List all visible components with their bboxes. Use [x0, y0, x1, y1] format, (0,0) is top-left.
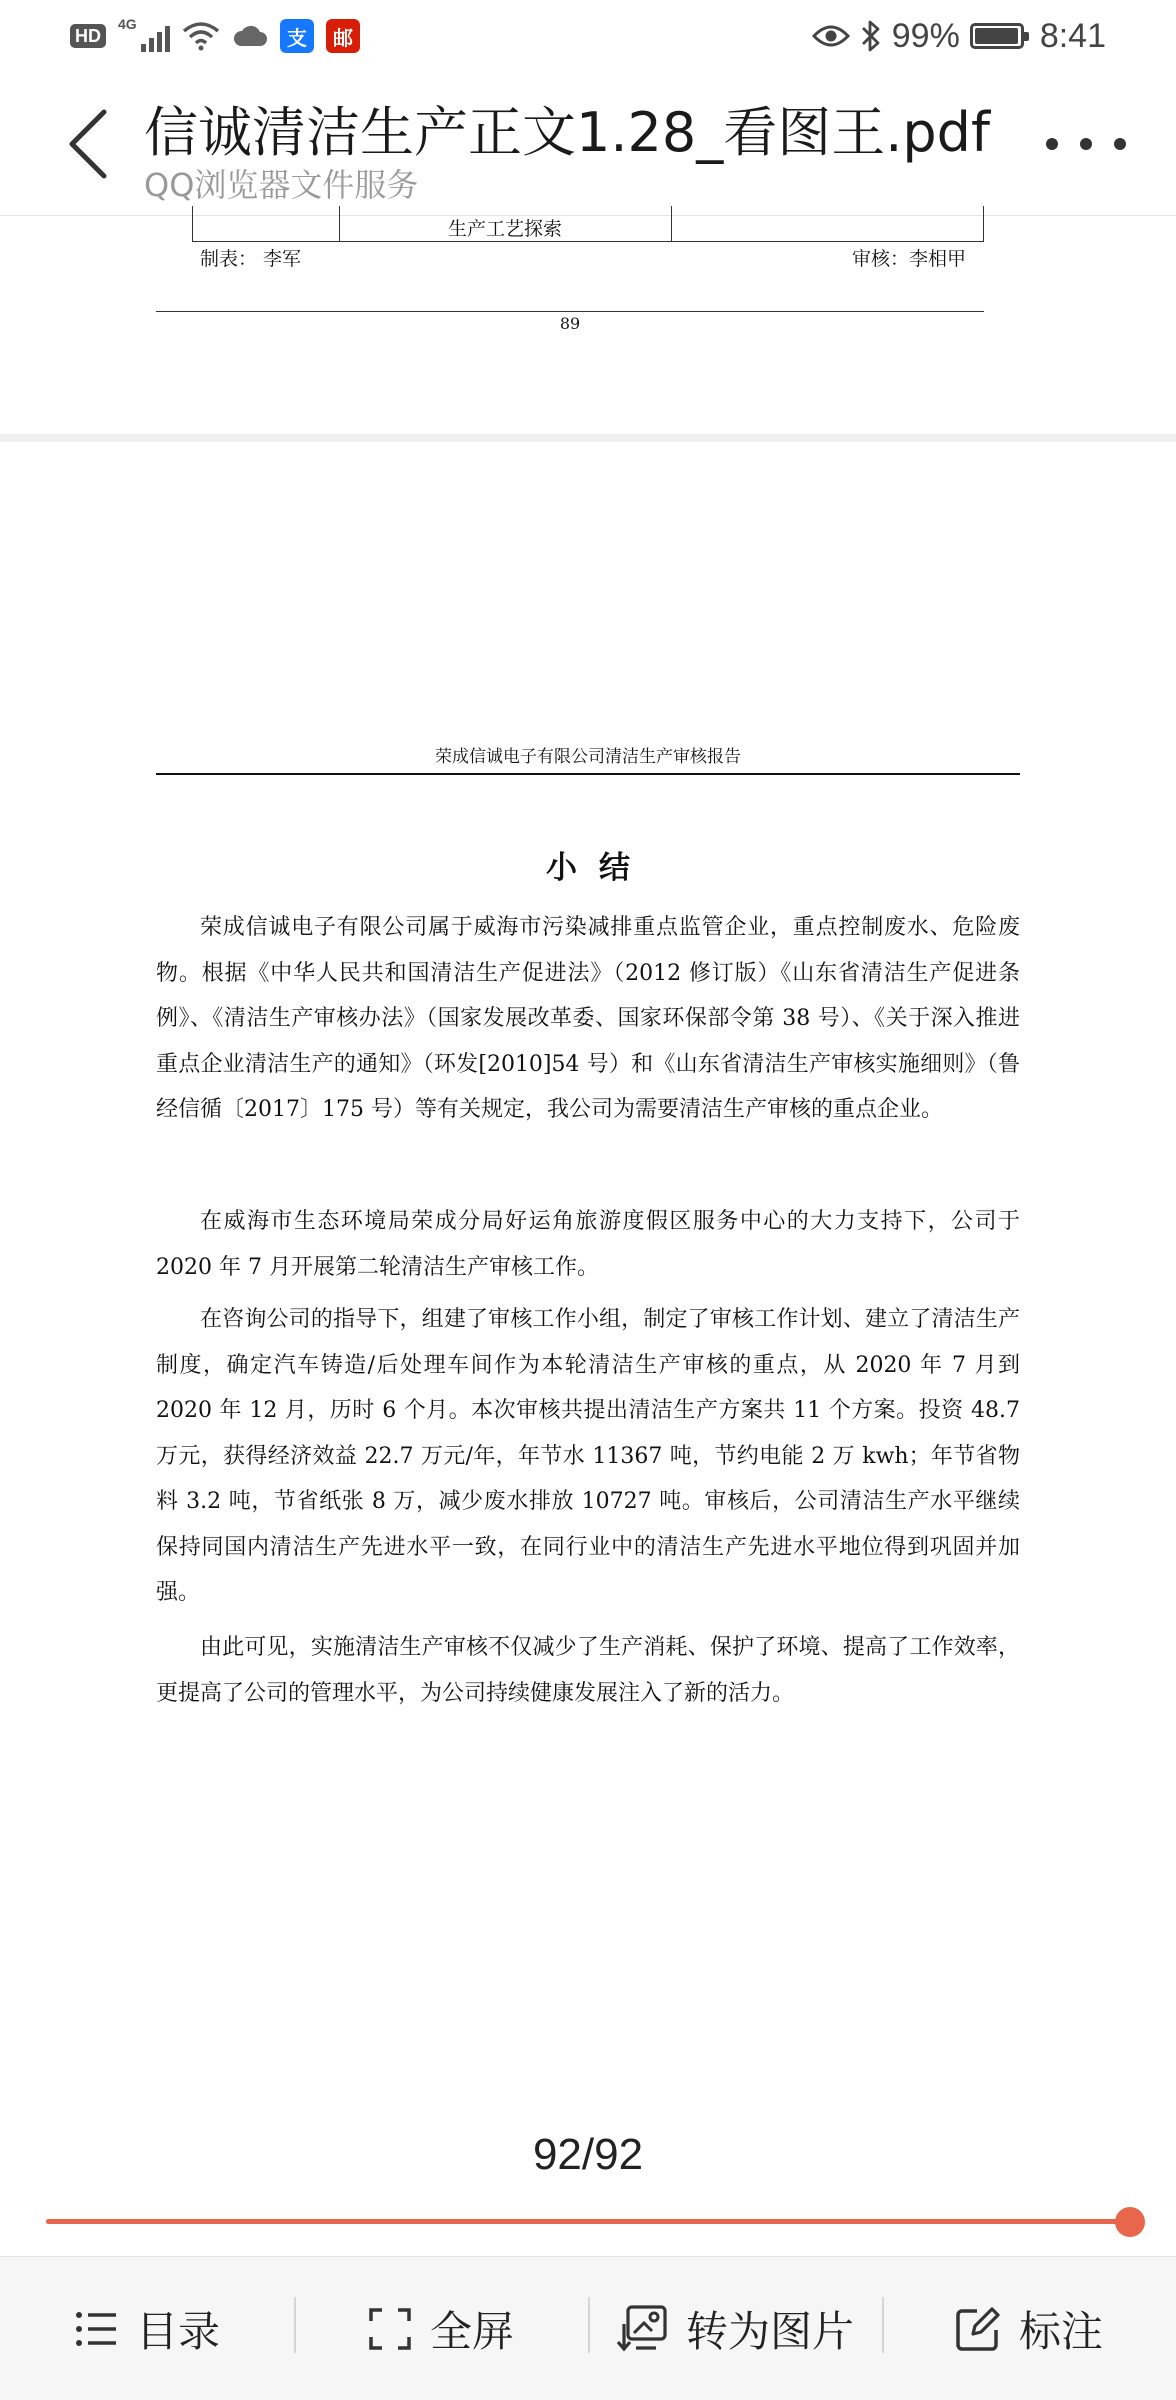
- battery-percent: 99%: [891, 16, 960, 55]
- page-slider-thumb[interactable]: [1115, 2207, 1145, 2237]
- page-indicator: 92/92: [532, 2130, 644, 2179]
- battery-icon: [970, 23, 1024, 49]
- eye-icon: [812, 23, 850, 49]
- status-left: [70, 16, 360, 56]
- footer-rule: [156, 311, 984, 312]
- paragraph: 在威海市生态环境局荣成分局好运角旅游度假区服务中心的大力支持下，公司于 2020 年 7 月开展第二轮清洁生产审核工作。: [156, 1209, 1020, 1280]
- convert-image-label: 转为图片: [685, 2306, 854, 2356]
- table-cell: 生产工艺探索: [447, 218, 562, 240]
- page-number: 89: [559, 314, 581, 333]
- list-icon: [74, 2309, 118, 2349]
- signal-icon: [118, 16, 170, 52]
- hd-badge: HD: [70, 24, 106, 48]
- pdf-page-prev: [0, 216, 1176, 434]
- status-right: [812, 14, 1106, 58]
- document-source: QQ浏览器文件服务: [144, 166, 419, 204]
- table-maker: 制表： 李军: [200, 248, 302, 270]
- pdf-page-current: [0, 442, 1176, 2318]
- table-reviewer: 审核：李相甲: [851, 248, 966, 270]
- more-options-button[interactable]: [1046, 122, 1126, 166]
- section-title: 小结: [546, 850, 652, 886]
- page-slider[interactable]: [46, 2219, 1130, 2224]
- toc-label: 目录: [135, 2306, 220, 2356]
- document-title: 信诚清洁生产正文1.28_看图王.pdf: [144, 101, 990, 164]
- page-navigation-bar: [0, 2108, 1176, 2256]
- convert-image-button[interactable]: [588, 2257, 882, 2400]
- mail-icon: 邮: [326, 19, 360, 53]
- cloud-icon: [232, 23, 268, 49]
- toc-button[interactable]: [0, 2257, 294, 2400]
- fullscreen-icon: [368, 2307, 412, 2351]
- alipay-icon: 支: [280, 19, 314, 53]
- bluetooth-icon: [860, 19, 882, 53]
- network-type: 4G: [118, 16, 137, 32]
- running-header: 荣成信诚电子有限公司清洁生产审核报告: [435, 747, 741, 767]
- page-slider-fill: [46, 2219, 1130, 2224]
- bottom-toolbar: [0, 2256, 1176, 2400]
- pdf-viewer[interactable]: [0, 216, 1176, 2108]
- clock: 8:41: [1039, 16, 1106, 55]
- annotate-button[interactable]: [882, 2257, 1176, 2400]
- more-dot: [1046, 138, 1058, 150]
- status-bar: [0, 0, 1176, 72]
- fullscreen-label: 全屏: [429, 2306, 514, 2356]
- chevron-left-icon: [52, 102, 122, 186]
- more-dot: [1114, 138, 1126, 150]
- fullscreen-button[interactable]: [294, 2257, 588, 2400]
- more-dot: [1080, 138, 1092, 150]
- annotate-icon: [955, 2306, 1001, 2352]
- paragraph: 在咨询公司的指导下，组建了审核工作小组，制定了审核工作计划、建立了清洁生产制度，确定汽车铸造/后处理车间作为本轮清洁生产审核的重点，从 2020 年 7 月到 2020 年 12 月，历时 6 个月。本次审核共提出清洁生产方案共 11 个方案。投资 48.7 万元，获得经济效益 22.7 万元/年，年节水 11367 吨，节约电能 2 万 kwh；年节省物料 3.2 吨，节省纸张 8 万，减少废水排放 10727 吨。审核后，公司清洁生产水平继续保持同国内清洁生产先进水平一致，在同行业中的清洁生产先进水平地位得到巩固并加强。: [156, 1307, 1020, 1605]
- table-fragment: [192, 206, 984, 242]
- title-bar: [0, 72, 1176, 216]
- convert-image-icon: [616, 2304, 668, 2354]
- annotate-label: 标注: [1018, 2306, 1103, 2356]
- header-rule: [156, 773, 1020, 775]
- paragraph: 由此可见，实施清洁生产审核不仅减少了生产消耗、保护了环境、提高了工作效率，更提高了公司的管理水平，为公司持续健康发展注入了新的活力。: [156, 1635, 1020, 1706]
- wifi-icon: [182, 21, 220, 51]
- back-button[interactable]: [52, 102, 122, 186]
- paragraph: 荣成信诚电子有限公司属于威海市污染减排重点监管企业，重点控制废水、危险废物。根据《中华人民共和国清洁生产促进法》（2012 修订版）《山东省清洁生产促进条例》、《清洁生产审核办法》（国家发展改革委、国家环保部令第 38 号）、《关于深入推进重点企业清洁生产的通知》（环发[2010]54 号）和《山东省清洁生产审核实施细则》（鲁经信循〔2017〕175 号）等有关规定，我公司为需要清洁生产审核的重点企业。: [156, 915, 1020, 1122]
